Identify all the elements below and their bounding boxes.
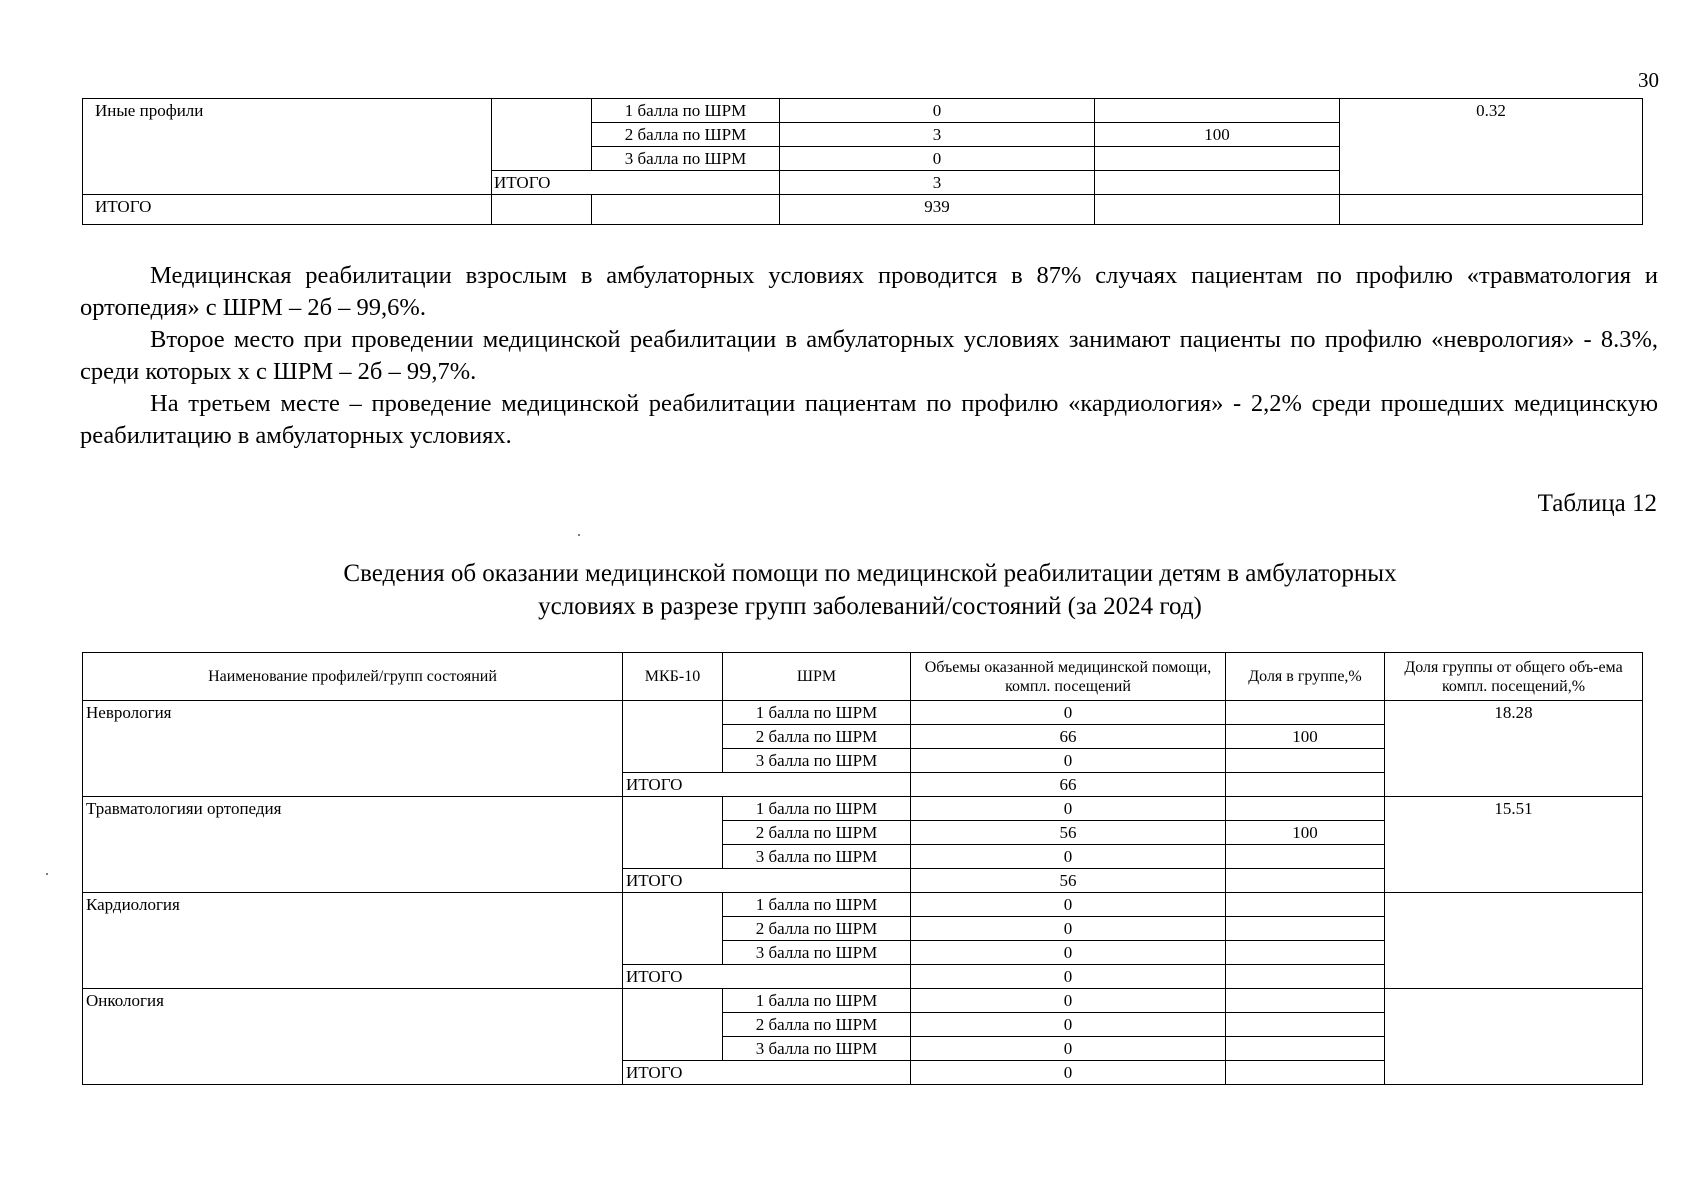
scan-speck: [578, 534, 580, 536]
group-share-cell: 15.51: [1385, 797, 1643, 893]
shrm-cell: 1 балла по ШРМ: [723, 989, 911, 1013]
volume-cell: 0: [780, 147, 1095, 171]
share-cell: [1226, 797, 1385, 821]
share-cell: [1095, 99, 1340, 123]
text-block: [80, 260, 1658, 452]
mkb-cell: [623, 797, 723, 869]
header-share: Доля в группе,%: [1226, 653, 1385, 701]
volume-cell: 3: [780, 123, 1095, 147]
share-cell: [1226, 1037, 1385, 1061]
page-number: 30: [1638, 68, 1659, 92]
table-header-row: [83, 653, 1643, 701]
table-title-line: Сведения об оказании медицинской помощи по медицинской реабилитации детям в амбулаторных: [343, 560, 1397, 587]
shrm-cell: 2 балла по ШРМ: [723, 917, 911, 941]
share-cell: [1226, 989, 1385, 1013]
share-cell: [1095, 147, 1340, 171]
share-cell: 100: [1095, 123, 1340, 147]
share-cell: 100: [1226, 821, 1385, 845]
table-12: [82, 652, 1643, 1085]
volume-cell: 0: [911, 797, 1226, 821]
share-cell: [1226, 917, 1385, 941]
shrm-cell: 3 балла по ШРМ: [592, 147, 780, 171]
mkb-cell: [623, 893, 723, 965]
share-cell: [1226, 869, 1385, 893]
volume-cell: 0: [911, 941, 1226, 965]
volume-cell: 0: [780, 99, 1095, 123]
total-label: ИТОГО: [83, 195, 492, 225]
share-cell: [1226, 845, 1385, 869]
subtotal-volume: 0: [911, 1061, 1226, 1085]
subtotal-label: ИТОГО: [623, 965, 911, 989]
group-name: Кардиология: [83, 893, 623, 989]
volume-cell: 56: [911, 821, 1226, 845]
shrm-cell: 1 балла по ШРМ: [723, 797, 911, 821]
volume-cell: 0: [911, 845, 1226, 869]
continuation-table: [82, 98, 1643, 225]
header-shrm: ШРМ: [723, 653, 911, 701]
share-cell: [1226, 1061, 1385, 1085]
shrm-cell: 1 балла по ШРМ: [723, 893, 911, 917]
total-share-cell: [1095, 195, 1340, 225]
total-group-share-cell: [1340, 195, 1643, 225]
table-title-line: условиях в разрезе групп заболеваний/состояний (за 2024 год): [538, 593, 1202, 620]
shrm-cell: 2 балла по ШРМ: [592, 123, 780, 147]
mkb-cell: [492, 99, 592, 171]
table-title: [140, 557, 1600, 623]
share-cell: 100: [1226, 725, 1385, 749]
subtotal-label: ИТОГО: [623, 773, 911, 797]
share-cell: [1226, 965, 1385, 989]
volume-cell: 0: [911, 989, 1226, 1013]
share-cell: [1226, 749, 1385, 773]
share-cell: [1226, 773, 1385, 797]
volume-cell: 0: [911, 917, 1226, 941]
mkb-cell: [623, 989, 723, 1061]
table-row: [83, 893, 1643, 917]
shrm-cell: 2 балла по ШРМ: [723, 725, 911, 749]
volume-cell: 0: [911, 749, 1226, 773]
volume-cell: 66: [911, 725, 1226, 749]
volume-cell: 0: [911, 1013, 1226, 1037]
volume-cell: 0: [911, 701, 1226, 725]
header-group-share: Доля группы от общего объ-ема компл. посещений,%: [1385, 653, 1643, 701]
share-cell: [1095, 171, 1340, 195]
volume-cell: 0: [911, 893, 1226, 917]
paragraph: Медицинская реабилитации взрослым в амбулаторных условиях проводится в 87% случаях пациентам по профилю «травматология и ортопедия» с ШРМ – 2б – 99,6%.: [80, 262, 1658, 321]
mkb-cell: [623, 701, 723, 773]
subtotal-volume: 66: [911, 773, 1226, 797]
subtotal-volume: 0: [911, 965, 1226, 989]
group-share-cell: 0.32: [1340, 99, 1643, 195]
header-profile: Наименование профилей/групп состояний: [83, 653, 623, 701]
group-share-cell: 18.28: [1385, 701, 1643, 797]
group-name: Неврология: [83, 701, 623, 797]
shrm-cell: 3 балла по ШРМ: [723, 941, 911, 965]
share-cell: [1226, 1013, 1385, 1037]
table-row-total: [83, 195, 1643, 225]
group-name: Травматологияи ортопедия: [83, 797, 623, 893]
header-volume: Объемы оказанной медицинской помощи, компл. посещений: [911, 653, 1226, 701]
group-share-cell: [1385, 893, 1643, 989]
shrm-cell: 2 балла по ШРМ: [723, 1013, 911, 1037]
subtotal-label: ИТОГО: [492, 171, 780, 195]
share-cell: [1226, 701, 1385, 725]
total-shrm-cell: [592, 195, 780, 225]
group-share-cell: [1385, 989, 1643, 1085]
paragraph: Второе место при проведении медицинской реабилитации в амбулаторных условиях занимают пациенты по профилю «неврология» - 8.3%, среди которых х с ШРМ – 2б – 99,7%.: [80, 326, 1658, 385]
subtotal-volume: 3: [780, 171, 1095, 195]
table-label: Таблица 12: [1537, 490, 1657, 517]
header-mkb: МКБ-10: [623, 653, 723, 701]
subtotal-volume: 56: [911, 869, 1226, 893]
shrm-cell: 3 балла по ШРМ: [723, 845, 911, 869]
table-row: [83, 989, 1643, 1013]
shrm-cell: 3 балла по ШРМ: [723, 749, 911, 773]
volume-cell: 0: [911, 1037, 1226, 1061]
profile-cell: Иные профили: [83, 99, 492, 195]
shrm-cell: 1 балла по ШРМ: [592, 99, 780, 123]
table-row: [83, 99, 1643, 123]
shrm-cell: 2 балла по ШРМ: [723, 821, 911, 845]
subtotal-label: ИТОГО: [623, 869, 911, 893]
shrm-cell: 3 балла по ШРМ: [723, 1037, 911, 1061]
scan-speck: [46, 873, 48, 875]
paragraph: На третьем месте – проведение медицинской реабилитации пациентам по профилю «кардиология» - 2,2% среди прошедших медицинскую реабилитацию в амбулаторных условиях.: [80, 390, 1658, 449]
table-row: [83, 797, 1643, 821]
share-cell: [1226, 893, 1385, 917]
group-name: Онкология: [83, 989, 623, 1085]
total-volume: 939: [780, 195, 1095, 225]
subtotal-label: ИТОГО: [623, 1061, 911, 1085]
table-row: [83, 701, 1643, 725]
shrm-cell: 1 балла по ШРМ: [723, 701, 911, 725]
share-cell: [1226, 941, 1385, 965]
total-mkb-cell: [492, 195, 592, 225]
